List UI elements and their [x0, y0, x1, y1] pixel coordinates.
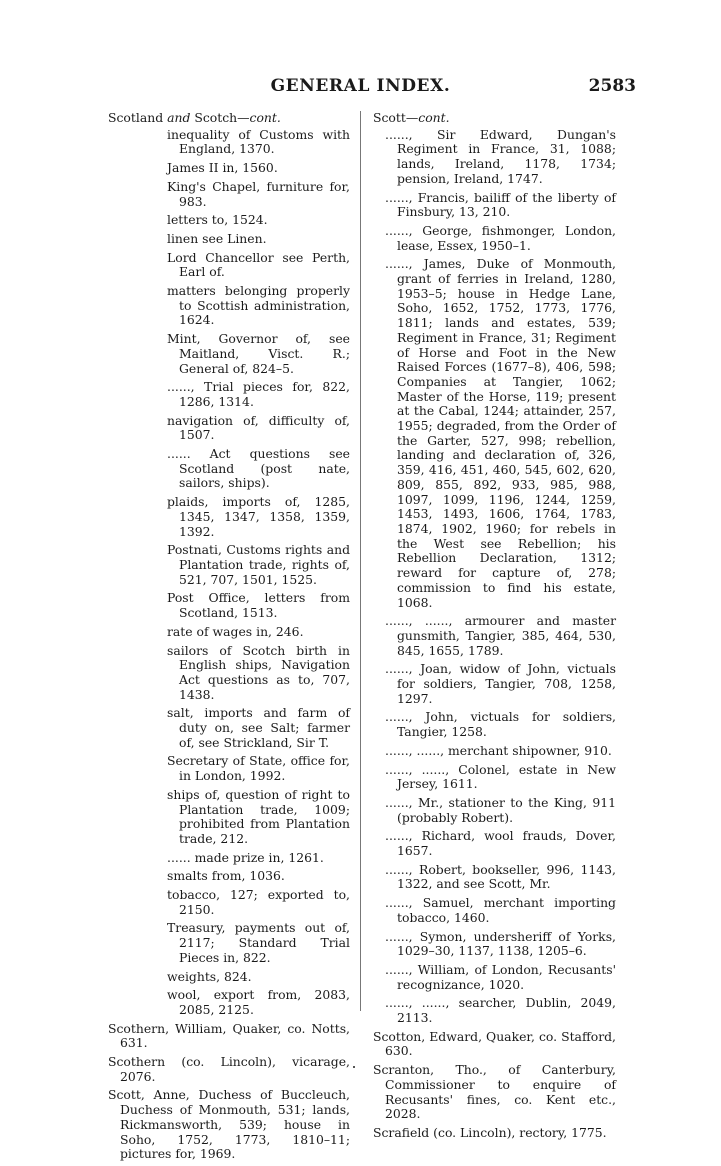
index-subentry: ......, Mr., stationer to the King, 911 (probably Robert). — [385, 794, 616, 825]
index-subentry: wool, export from, 2083, 2085, 2125. — [167, 987, 350, 1017]
index-subentry: inequality of Customs with England, 1370. — [167, 126, 350, 157]
index-subentry: Postnati, Customs rights and Plantation trade, rights of, 521, 707, 1501, 1525. — [167, 542, 350, 587]
column-divider — [360, 111, 361, 1011]
index-subentry: ......, William, of London, Recusants' recognizance, 1020. — [385, 961, 616, 992]
heading-connector: and — [167, 110, 191, 125]
index-subentry: letters to, 1524. — [167, 212, 268, 228]
left-main-entry-list — [108, 1022, 350, 1162]
index-heading-scotland — [108, 111, 350, 126]
page-number: 2583 — [588, 76, 636, 96]
index-subentry: plaids, imports of, 1285, 1345, 1347, 1358, 1359, 1392. — [167, 494, 350, 539]
index-subentry: matters belonging properly to Scottish administration, 1624. — [167, 283, 350, 328]
index-subentry: ......, Sir Edward, Dungan's Regiment in France, 31, 1088; lands, Ireland, 1178, 1734; pension, Ireland, 1747. — [385, 126, 616, 186]
index-entry: Scott, Anne, Duchess of Buccleuch, Duchess of Monmouth, 531; lands, Rickmansworth, 539; house in Soho, 1752, 1773, 1810–11; pictures for, 1969. — [108, 1087, 350, 1162]
index-subentry: ......, Robert, bookseller, 996, 1143, 1322, and see Scott, Mr. — [385, 861, 616, 892]
index-subentry: tobacco, 127; exported to, 2150. — [167, 887, 350, 917]
index-subentry: navigation of, difficulty of, 1507. — [167, 412, 350, 443]
footer-mark — [353, 1066, 355, 1068]
index-subentry: ......, Trial pieces for, 822, 1286, 1314. — [167, 379, 350, 409]
index-subentry: Lord Chancellor see Perth, Earl of. — [167, 249, 350, 280]
index-entry: Scrafield (co. Lincoln), rectory, 1775. — [373, 1125, 607, 1140]
page-header — [0, 76, 721, 100]
heading-rest: Scotch— — [190, 110, 250, 125]
page-title: GENERAL INDEX. — [270, 76, 451, 96]
heading-cont: cont. — [249, 110, 281, 125]
index-subentry: sailors of Scotch birth in English ships, Navigation Act questions as to, 707, 1438. — [167, 642, 350, 702]
index-subentry: ......, George, fishmonger, London, lease, Essex, 1950–1. — [385, 222, 616, 253]
index-subentry: ......, James, Duke of Monmouth, grant of ferries in Ireland, 1280, 1953–5; house in Hedge Lane, Soho, 1652, 1752, 1773, 1776, 1811; lands and estates, 539; Regiment in France, 31; Regiment of Horse and Foot in the New Raised Forces (1677–8), 406, 598; Companies at Tangier, 1062; Master of the Horse, 119; present at the Cabal, 1244; attainder, 257, 1955; degraded, from the Order of the Garter, 527, 998; rebellion, landing and declaration of, 326, 359, 416, 451, 460, 545, 602, 620, 809, 855, 892, 933, 985, 988, 1097, 1099, 1196, 1244, 1259, 1453, 1493, 1606, 1764, 1783, 1874, 1902, 1960; for rebels in the West see Rebellion; his Rebellion Declaration, 1312; reward for capture of, 278; commission to find his estate, 1068. — [385, 256, 616, 610]
index-subentry: ......, John, victuals for soldiers, Tangier, 1258. — [385, 709, 616, 740]
index-subentry: weights, 824. — [167, 968, 252, 984]
index-subentry: ......, Joan, widow of John, victuals for soldiers, Tangier, 708, 1258, 1297. — [385, 661, 616, 706]
heading-cont: cont. — [418, 110, 450, 125]
index-subentry: rate of wages in, 246. — [167, 623, 304, 639]
index-subentry: Secretary of State, office for, in London, 1992. — [167, 753, 350, 784]
index-subentry: salt, imports and farm of duty on, see Salt; farmer of, see Strickland, Sir T. — [167, 705, 350, 750]
index-entry: Scotton, Edward, Quaker, co. Stafford, 630. — [373, 1028, 616, 1059]
index-subentry: James II in, 1560. — [167, 160, 278, 176]
heading-main: Scotland — [108, 110, 168, 125]
index-subentry: Post Office, letters from Scotland, 1513. — [167, 590, 350, 621]
index-subentry: Mint, Governor of, see Maitland, Visct. R.; General of, 824–5. — [167, 331, 350, 376]
right-column — [373, 111, 616, 1145]
index-entry: Scothern (co. Lincoln), vicarage, 2076. — [108, 1054, 350, 1084]
index-subentry: ......, Francis, bailiff of the liberty of Finsbury, 13, 210. — [385, 189, 616, 220]
index-subentry: smalts from, 1036. — [167, 868, 285, 884]
index-subentry: ships of, question of right to Plantation trade, 1009; prohibited from Plantation trade, 212. — [167, 786, 350, 846]
left-subentry-list — [108, 128, 350, 1018]
right-main-entry-list — [373, 1030, 616, 1141]
heading-main: Scott— — [373, 110, 419, 125]
index-subentry: linen see Linen. — [167, 230, 267, 246]
index-subentry: Treasury, payments out of, 2117; Standard Trial Pieces in, 822. — [167, 920, 350, 965]
index-entry: Scranton, Tho., of Canterbury, Commissioner to enquire of Recusants' fines, co. Kent etc., 2028. — [373, 1062, 616, 1122]
index-subentry: ......, ......, armourer and master gunsmith, Tangier, 385, 464, 530, 845, 1655, 1789. — [385, 613, 616, 658]
index-subentry: ...... made prize in, 1261. — [167, 849, 324, 865]
index-subentry: ......, Samuel, merchant importing tobacco, 1460. — [385, 895, 616, 925]
index-subentry: ......, ......, merchant shipowner, 910. — [385, 742, 612, 758]
index-subentry: King's Chapel, furniture for, 983. — [167, 178, 350, 209]
index-subentry: ......, Richard, wool frauds, Dover, 1657. — [385, 828, 616, 859]
index-entry: Scothern, William, Quaker, co. Notts, 631. — [108, 1020, 350, 1051]
index-subentry: ...... Act questions see Scotland (post nate, sailors, ships). — [167, 446, 350, 491]
right-subentry-list — [373, 128, 616, 1026]
left-column — [108, 111, 350, 1166]
index-subentry: ......, ......, searcher, Dublin, 2049, 2113. — [385, 995, 616, 1026]
index-subentry: ......, ......, Colonel, estate in New Jersey, 1611. — [385, 761, 616, 792]
index-subentry: ......, Symon, undersheriff of Yorks, 1029–30, 1137, 1138, 1205–6. — [385, 928, 616, 959]
index-heading-scott — [373, 111, 616, 126]
